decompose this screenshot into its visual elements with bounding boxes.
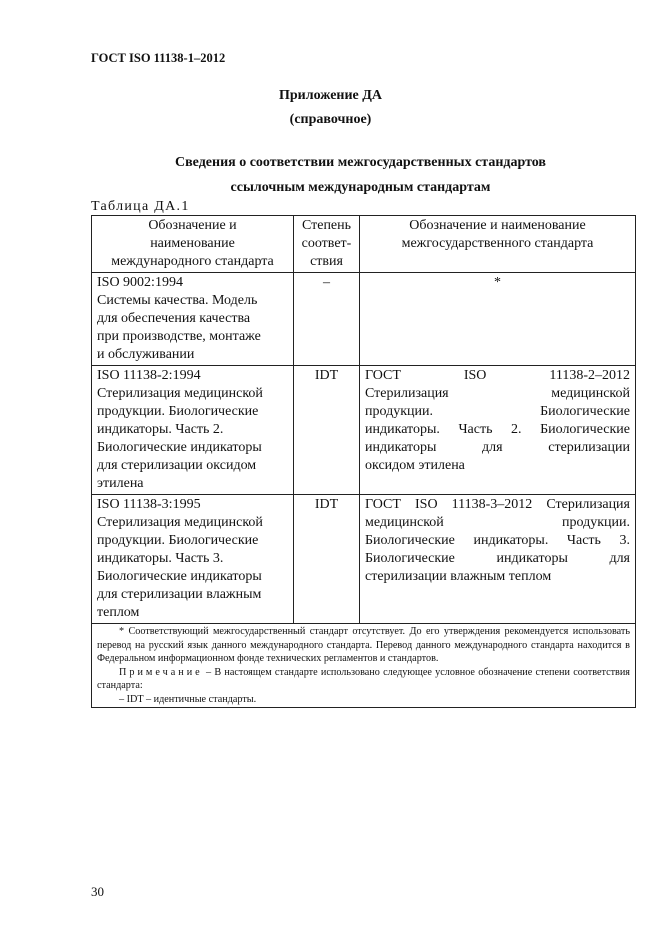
- column-header-line: Обозначение и: [148, 218, 237, 233]
- cell-line: для обеспечения качества: [97, 311, 251, 326]
- cell-interstate-standard: *: [360, 273, 636, 366]
- column-header-line: Обозначение и наименование: [409, 218, 586, 233]
- cell-line: медицинской продукции.: [365, 515, 630, 530]
- column-header-line: ствия: [310, 254, 343, 269]
- cell-line: для стерилизации влажным: [97, 587, 262, 602]
- note-label: Примечание: [119, 666, 203, 678]
- cell-line: индикаторы. Часть 2.: [97, 422, 224, 437]
- cell-line: Стерилизация медицинской: [97, 386, 263, 401]
- cell-degree: IDT: [294, 495, 360, 624]
- cell-international-standard: [92, 273, 294, 366]
- cell-line: оксидом этилена: [365, 458, 465, 473]
- cell-line: Стерилизация медицинской: [97, 515, 263, 530]
- column-header-line: международного стандарта: [111, 254, 274, 269]
- cell-line: этилена: [97, 476, 144, 491]
- column-header-line: соответ-: [301, 236, 352, 251]
- cell-international-standard: [92, 495, 294, 624]
- cell-line: теплом: [97, 605, 140, 620]
- table-row: [92, 273, 636, 366]
- footnote-star-text: * Соответствующий межгосударственный стандарт отсутствует. До его утверждения рекомендуется использовать перевод на русский язык данного международного стандарта. Перевод данного международного стандарта находится в Федеральном информационном фонде технических регламентов и стандартов.: [97, 626, 630, 664]
- table-footnote-row: [92, 624, 636, 708]
- cell-line: Стерилизация медицинской: [365, 386, 630, 401]
- column-header-interstate: [360, 216, 636, 273]
- column-header-international: [92, 216, 294, 273]
- cell-line: продукции. Биологические: [365, 404, 630, 419]
- column-header-line: межгосударственного стандарта: [401, 236, 594, 251]
- document-header: ГОСТ ISO 11138-1–2012: [91, 51, 226, 65]
- cell-line: Биологические индикаторы: [97, 569, 262, 584]
- page-number: 30: [91, 884, 104, 899]
- cell-line: ГОСТ ISO 11138-3–2012 Стерилизация: [365, 497, 630, 512]
- cell-line: продукции. Биологические: [97, 533, 259, 548]
- note-text: – В настоящем стандарте использовано следующее условное обозначение степени соответствия стандарта:: [97, 666, 630, 691]
- cell-degree: –: [294, 273, 360, 366]
- cell-degree: IDT: [294, 366, 360, 495]
- cell-interstate-standard: [360, 495, 636, 624]
- table-header-row: [92, 216, 636, 273]
- cell-line: ISO 11138-2:1994: [97, 368, 201, 383]
- cell-line: ГОСТ ISO 11138-2–2012: [365, 368, 630, 383]
- annex-heading: [60, 150, 661, 200]
- cell-line: Системы качества. Модель: [97, 293, 258, 308]
- cell-line: индикаторы. Часть 2. Биологические: [365, 422, 630, 437]
- cell-line: Биологические индикаторы для: [365, 551, 630, 566]
- cell-line: стерилизации влажным теплом: [365, 569, 552, 584]
- annex-heading-line1: Сведения о соответствии межгосударственных стандартов: [175, 155, 546, 170]
- footnote-idt-item: – IDT – идентичные стандарты.: [119, 693, 257, 705]
- cell-line: индикаторы для стерилизации: [365, 440, 630, 455]
- cell-line: индикаторы. Часть 3.: [97, 551, 224, 566]
- annex-type: (справочное): [289, 112, 372, 127]
- cell-line: для стерилизации оксидом: [97, 458, 257, 473]
- annex-title: Приложение ДА: [278, 88, 383, 103]
- cell-interstate-standard: [360, 366, 636, 495]
- cell-line: ISO 11138-3:1995: [97, 497, 201, 512]
- cell-line: и обслуживании: [97, 347, 195, 362]
- correspondence-table: [91, 215, 636, 708]
- column-header-line: Степень: [301, 218, 352, 233]
- cell-international-standard: [92, 366, 294, 495]
- column-header-degree: [294, 216, 360, 273]
- table-row: [92, 366, 636, 495]
- cell-line: ISO 9002:1994: [97, 275, 183, 290]
- table-footnote: [92, 624, 636, 708]
- cell-line: при производстве, монтаже: [97, 329, 261, 344]
- cell-line: Биологические индикаторы: [97, 440, 262, 455]
- footnote-note: [97, 666, 630, 693]
- table-caption: Таблица ДА.1: [91, 199, 190, 214]
- cell-line: продукции. Биологические: [97, 404, 259, 419]
- column-header-line: наименование: [150, 236, 235, 251]
- annex-heading-line2: ссылочным международным стандартам: [230, 180, 491, 195]
- cell-line: Биологические индикаторы. Часть 3.: [365, 533, 630, 548]
- table-row: [92, 495, 636, 624]
